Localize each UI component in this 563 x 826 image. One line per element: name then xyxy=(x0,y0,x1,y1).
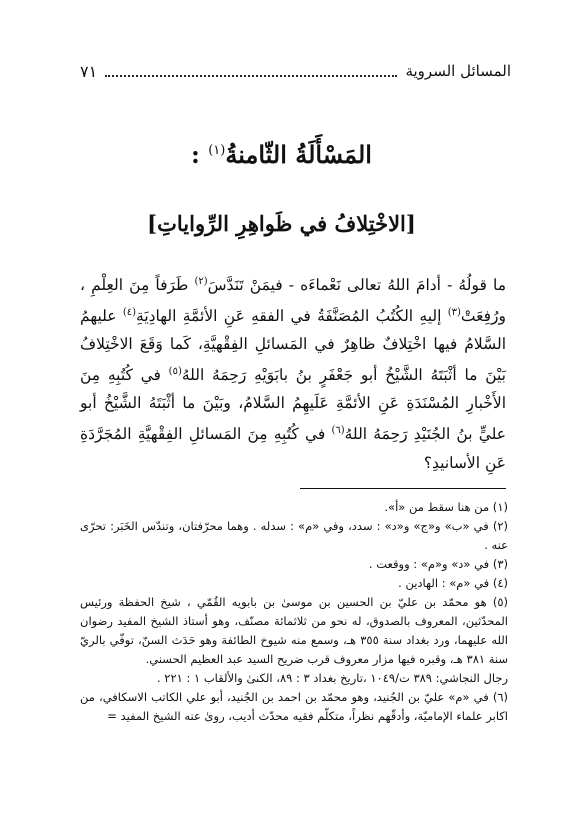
body-paragraph xyxy=(80,268,506,477)
chapter-footnote-marker: (١) xyxy=(208,143,226,158)
footnote-ref: (٢) xyxy=(194,276,208,287)
footnote: (١) من هنا سقط من «أ». xyxy=(384,500,508,514)
chapter-title xyxy=(0,140,563,169)
footnote-separator xyxy=(300,488,506,489)
footnote-ref: (٦) xyxy=(331,425,345,437)
footnote-ref: (٣) xyxy=(447,307,461,319)
body-segment: في كُتُبِهِ مِنَ المَسائلِ الفِقْهيَّةِ المُجَرَّدَةِ عَنِ الأسانيدِ؟ xyxy=(80,425,506,472)
footnote: رجال النجاشي: ٣٨٩ ت/١٠٤٩ ،تاريخ بغداد ٣ : ٨٩، الكنىٰ والألقاب ١ : ٢٢١ . xyxy=(156,671,508,685)
body-text xyxy=(80,268,506,477)
page-number: ٧١ xyxy=(80,61,98,81)
section-title: [الاخْتِلافُ في ظَواهِرِ الرِّواياتِ] xyxy=(147,211,416,236)
body-segment: عليهمُ السَّلامُ فيها اخْتِلافٌ ظاهِرٌ في المَسائلِ الفِقْهيَّةِ، كَما وَقَعَ الاخْتِلافُ بَيْنَ ما أثْبَتَهُ الشَّيْخُ أبو جَعْفَرٍ بنُ بابَوَيْهِ رَحِمَهُ اللهُ xyxy=(80,307,506,385)
footnotes xyxy=(80,498,508,726)
footnote: (٣) في «د» و«م» : ووقعت . xyxy=(368,557,508,571)
body-segment: في كُتُبِهِ مِنَ الأَخْبارِ المُسْنَدَةِ عَنِ الأئمَّةِ عَلَيهِمُ السَّلامُ، وبَيْنَ ما أثْبَتَهُ الشَّيْخُ أبو عليٍّ بنُ الجُنَيْدِ رَحِمَهُ اللهُ xyxy=(80,366,507,444)
footnote-ref: (٥) xyxy=(168,366,182,378)
footnote: (٦) في «م» عليّ بن الجُنيد، وهو محمّد بن احمد بن الجُنيد، أبو علي الكاتب الاسكافي، من اكابر علماء الإماميّة، وأدقّهم نظراً، متكلّم فقيه محدّث أديب، روىٰ عنه الشيخ المفيد = xyxy=(80,690,508,723)
footnote: (٢) في «ب» و«ج» و«د» : سدد، وفي «م» : سدله . وهما محرّفتان، وتندّس الخَبَر: تحرّى عنه . xyxy=(80,519,508,552)
footnote: (٥) هو محمّد بن عليّ بن الحسين بن موسىٰ بن بابويه القُمّي ، شيخ الحفظة ورئيس المحدّثين، المعروف بالصدوق، له نحو من ثلاثمائة مصنّف، وهو أستاذ الشيخ المفيد رضوان الله عليهما، ورد بغداد سنة ٣٥٥ هـ، وسمع منه شيوخ الطائفة وهو حَدَث السنّ، توفّي بالريّ سنة ٣٨١ هـ، وقبره فيها مزار معروف قرب ضريح السيد عبد العظيم الحسني. xyxy=(80,595,508,666)
running-head-title: المسائل السروية xyxy=(405,62,511,80)
running-head-dots xyxy=(105,65,397,77)
body-segment: طَرَفاً مِنَ العِلْمِ ، ورُفِعَتْ xyxy=(80,276,506,326)
body-segment: إليهِ الكُتُبُ المُصَنَّفَةُ في الفقهِ عَنِ الأئمَّةِ الهادِيَةِ xyxy=(136,307,448,326)
chapter-title-text: المَسْأَلَةُ الثّامنةُ xyxy=(225,140,372,169)
chapter-colon: : xyxy=(191,140,209,169)
body-segment: ما قولُهُ - أدامَ اللهُ تعالى نَعْماءَه - فيمَنْ تَنَدَّسَ xyxy=(207,276,506,295)
footnote-ref: (٤) xyxy=(122,307,137,319)
running-head xyxy=(80,58,511,84)
footnote: (٤) في «م» : الهادين . xyxy=(398,576,508,590)
